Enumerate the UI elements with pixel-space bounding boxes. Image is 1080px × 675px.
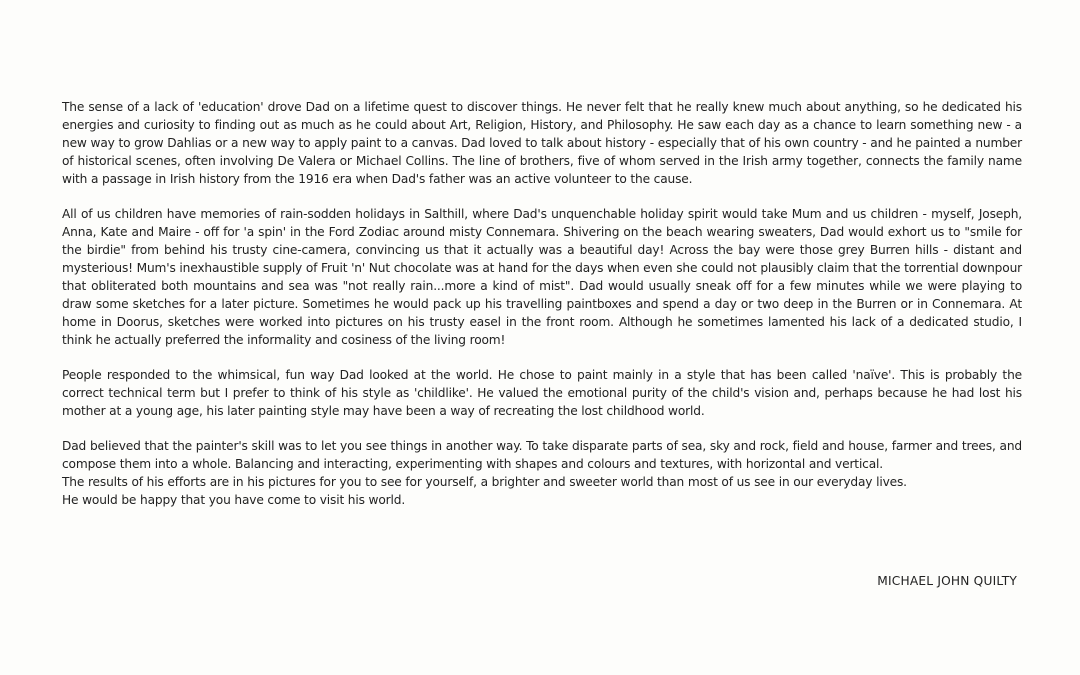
paragraph-closing	[62, 437, 1022, 509]
closing-line-1: Dad believed that the painter's skill was to let you see things in another way. To take disparate parts of sea, sky and rock, field and house, farmer and trees, and compose them into a whole. Balancing and interacting, experimenting with shapes and colours and textures, with horizontal and vertical.	[62, 439, 1022, 471]
paragraph-style: People responded to the whimsical, fun way Dad looked at the world. He chose to paint mainly in a style that has been called 'naïve'. This is probably the correct technical term but I prefer to think of his style as 'childlike'. He valued the emotional purity of the child's vision and, perhaps because he had lost his mother at a young age, his later painting style may have been a way of recreating the lost childhood world.	[62, 368, 1022, 418]
body-text	[62, 98, 1022, 526]
closing-line-3: He would be happy that you have come to visit his world.	[62, 493, 406, 507]
paragraph-holidays: All of us children have memories of rain-sodden holidays in Salthill, where Dad's unquenchable holiday spirit would take Mum and us children - myself, Joseph, Anna, Kate and Maire - off for 'a spin' in the Ford Zodiac around misty Connemara. Shivering on the beach wearing sweaters, Dad would exhort us to "smile for the birdie" from behind his trusty cine-camera, convincing us that it actually was a beautiful day! Across the bay were those grey Burren hills - distant and mysterious! Mum's inexhaustible supply of Fruit 'n' Nut chocolate was at hand for the days when even she could not plausibly claim that the torrential downpour that obliterated both mountains and sea was "not really rain...more a kind of mist". Dad would usually sneak off for a few minutes while we were playing to draw some sketches for a later picture. Sometimes he would pack up his travelling paintboxes and spend a day or two deep in the Burren or in Connemara. At home in Doorus, sketches were worked into pictures on his trusty easel in the front room. Although he sometimes lamented his lack of a dedicated studio, I think he actually preferred the informality and cosiness of the living room!	[62, 207, 1022, 347]
paragraph-education: The sense of a lack of 'education' drove Dad on a lifetime quest to discover things. He never felt that he really knew much about anything, so he dedicated his energies and curiosity to finding out as much as he could about Art, Religion, History, and Philosophy. He saw each day as a chance to learn something new - a new way to grow Dahlias or a new way to apply paint to a canvas. Dad loved to talk about history - especially that of his own country - and he painted a number of historical scenes, often involving De Valera or Michael Collins. The line of brothers, five of whom served in the Irish army together, connects the family name with a passage in Irish history from the 1916 era when Dad's father was an active volunteer to the cause.	[62, 100, 1022, 186]
signature: MICHAEL JOHN QUILTY	[877, 574, 1017, 588]
closing-line-2: The results of his efforts are in his pictures for you to see for yourself, a brighter and sweeter world than most of us see in our everyday lives.	[62, 475, 907, 489]
